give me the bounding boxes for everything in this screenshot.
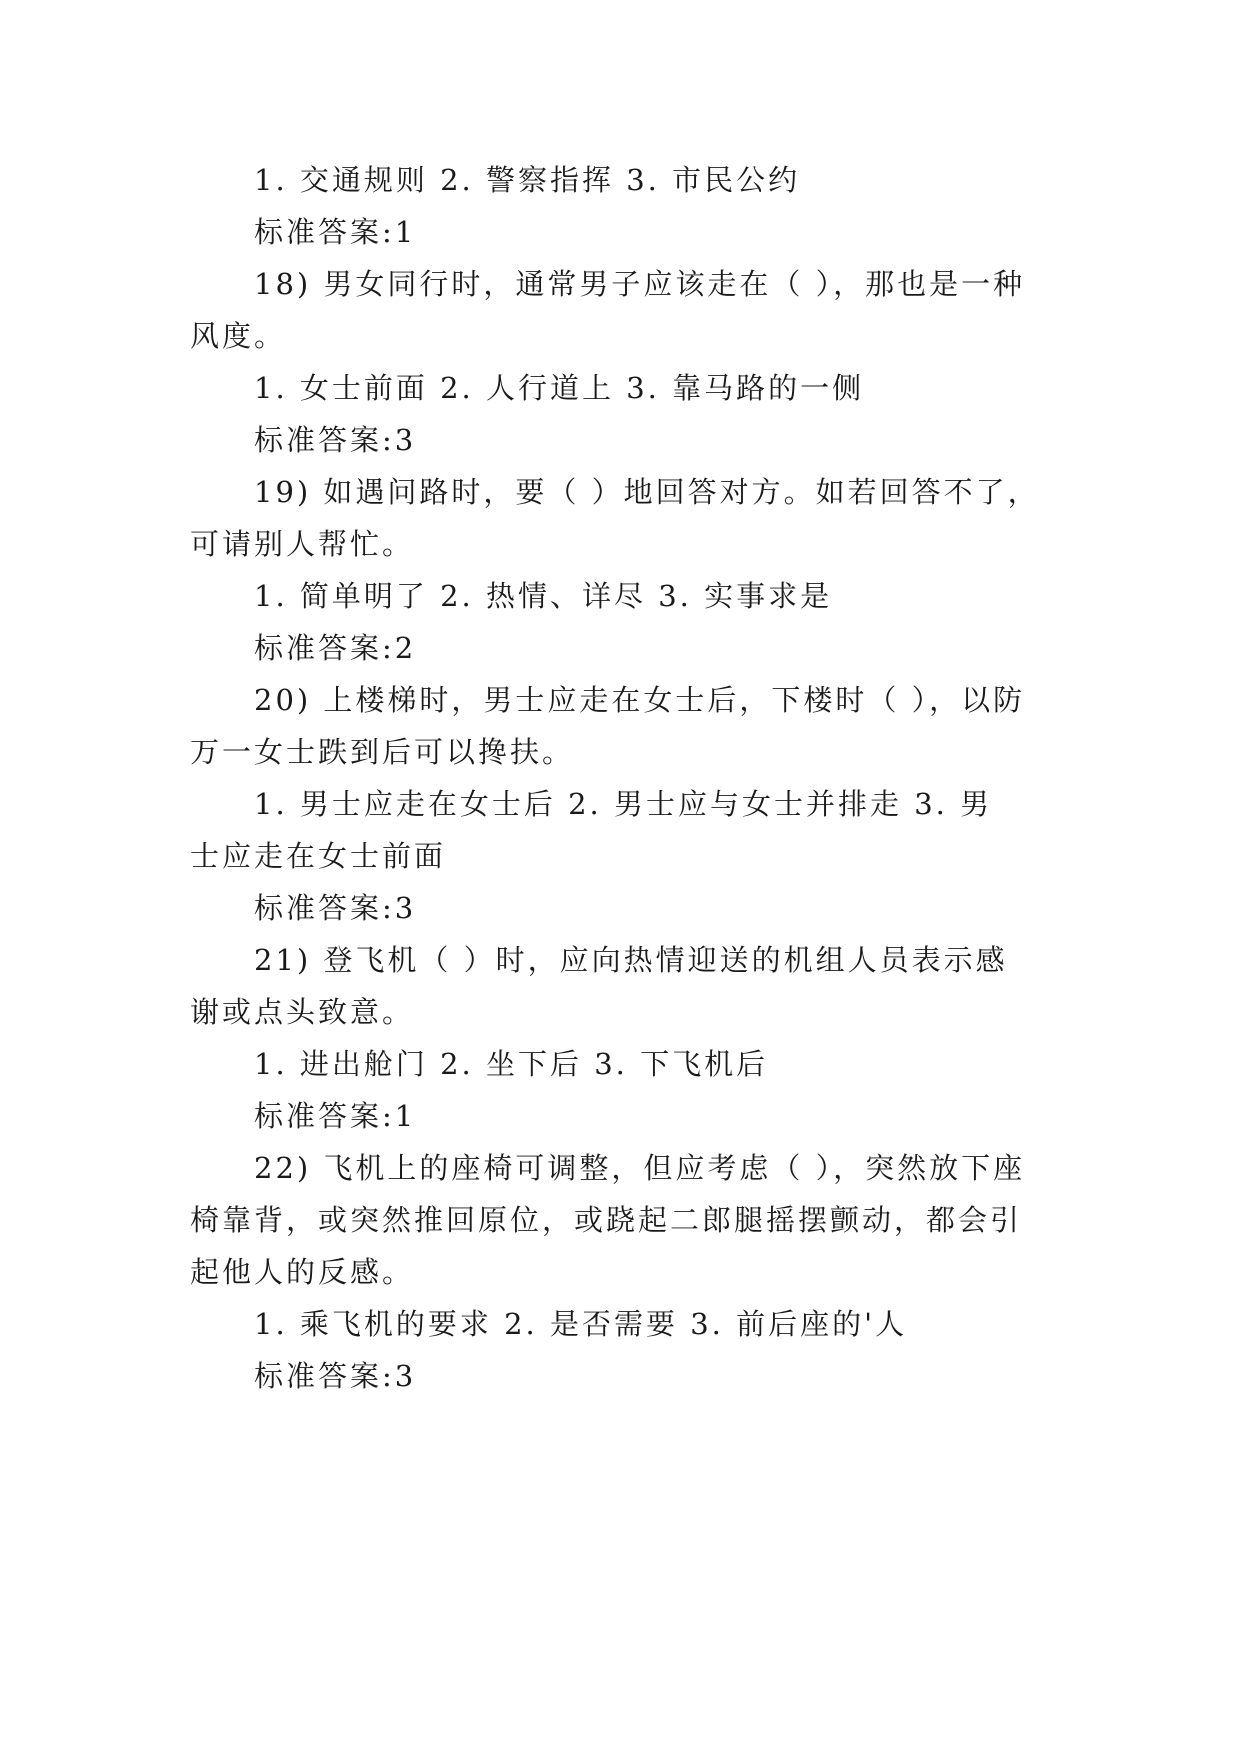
q20-question-line2: 万一女士跌到后可以搀扶。 xyxy=(190,735,575,769)
q20-options-line1: 1. 男士应走在女士后 2. 男士应与女士并排走 3. 男 xyxy=(254,787,993,821)
q20-options-line2: 士应走在女士前面 xyxy=(190,839,447,873)
q22-question-line3: 起他人的反感。 xyxy=(190,1255,415,1289)
q22-question-line1: 22) 飞机上的座椅可调整，但应考虑（ ），突然放下座 xyxy=(254,1151,1026,1185)
q22-answer: 标准答案:3 xyxy=(254,1359,417,1393)
q22-options: 1. 乘飞机的要求 2. 是否需要 3. 前后座的'人 xyxy=(254,1307,908,1341)
q21-question-line2: 谢或点头致意。 xyxy=(190,995,415,1029)
q20-answer: 标准答案:3 xyxy=(254,891,417,925)
q21-options: 1. 进出舱门 2. 坐下后 3. 下飞机后 xyxy=(254,1047,769,1081)
q21-question-line1: 21) 登飞机（ ）时，应向热情迎送的机组人员表示感 xyxy=(254,943,1008,977)
q22-question-line2: 椅靠背，或突然推回原位，或跷起二郎腿摇摆颤动，都会引 xyxy=(190,1203,1023,1237)
q18-question-line1: 18) 男女同行时，通常男子应该走在（ ），那也是一种 xyxy=(254,267,1026,301)
q17-options: 1. 交通规则 2. 警察指挥 3. 市民公约 xyxy=(254,163,801,197)
q21-answer: 标准答案:1 xyxy=(254,1099,417,1133)
q18-question-line2: 风度。 xyxy=(190,319,287,353)
q19-question-line2: 可请别人帮忙。 xyxy=(190,527,415,561)
q19-question-line1: 19) 如遇问路时，要（ ）地回答对方。如若回答不了， xyxy=(254,475,1040,509)
q20-question-line1: 20) 上楼梯时，男士应走在女士后，下楼时（ ），以防 xyxy=(254,683,1026,717)
q17-answer: 标准答案:1 xyxy=(254,215,417,249)
q18-answer: 标准答案:3 xyxy=(254,423,417,457)
q19-options: 1. 简单明了 2. 热情、详尽 3. 实事求是 xyxy=(254,579,833,613)
q19-answer: 标准答案:2 xyxy=(254,631,417,665)
q18-options: 1. 女士前面 2. 人行道上 3. 靠马路的一侧 xyxy=(254,371,865,405)
